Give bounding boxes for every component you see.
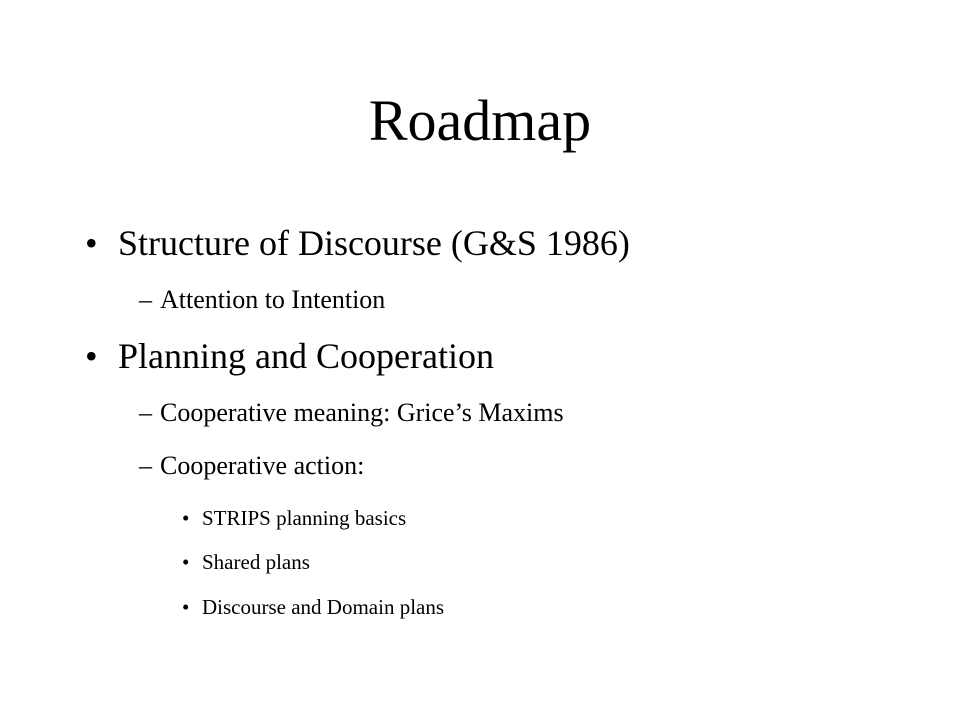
bullet-dot-icon: • (182, 550, 190, 574)
bullet-dot-icon: • (182, 506, 190, 530)
bullet-text: Cooperative action: (160, 451, 365, 480)
bullet-dot-icon: • (85, 336, 98, 376)
bullet-dot-icon: • (85, 223, 98, 263)
bullet-text: STRIPS planning basics (202, 506, 407, 530)
bullet-text: Planning and Cooperation (118, 336, 494, 376)
bullet-text: Cooperative meaning: Grice’s Maxims (160, 398, 564, 427)
bullet-text: Discourse and Domain plans (202, 595, 445, 619)
bullet-text: Shared plans (202, 550, 310, 574)
dash-icon: – (139, 451, 152, 480)
bullet-text: Structure of Discourse (G&S 1986) (118, 223, 630, 263)
bullet-text: Attention to Intention (160, 285, 386, 314)
dash-icon: – (139, 398, 152, 427)
bullet-dot-icon: • (182, 595, 190, 619)
slide-title: Roadmap (368, 88, 592, 153)
dash-icon: – (139, 285, 152, 314)
